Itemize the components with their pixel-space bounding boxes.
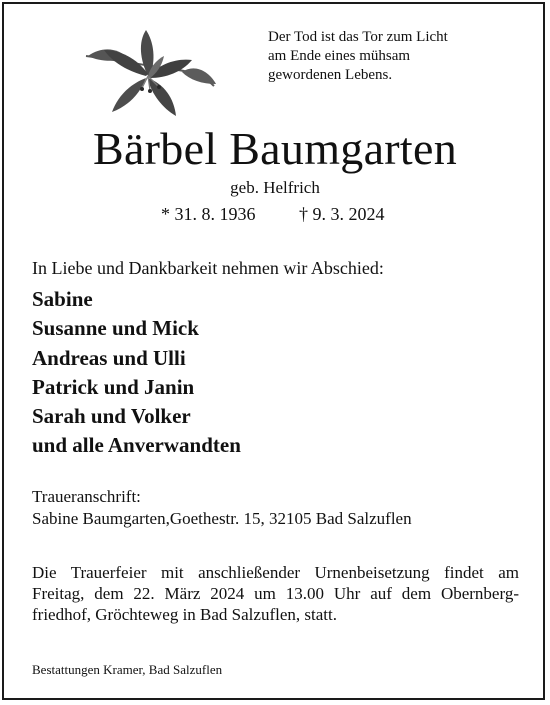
ceremony-line: Die Trauerfeier mit anschließender Urnenbeisetzung findet am xyxy=(32,563,519,582)
mourner-name: Sabine xyxy=(32,287,93,311)
farewell-intro: In Liebe und Dankbarkeit nehmen wir Abschied: xyxy=(32,258,384,278)
maiden-name: geb. Helfrich xyxy=(230,178,320,197)
ceremony-notice xyxy=(32,562,519,625)
deceased-name: Bärbel Baumgarten xyxy=(92,123,458,174)
mourner-name: Sarah und Volker xyxy=(32,404,191,429)
mourner-name: und alle Anverwandten xyxy=(32,433,241,458)
undertaker-credit: Bestattungen Kramer, Bad Salzuflen xyxy=(32,662,223,677)
address-label: Traueranschrift: xyxy=(32,487,141,506)
quote-line: am Ende eines mühsam xyxy=(268,48,411,64)
death-date: † 9. 3. 2024 xyxy=(299,204,385,224)
memorial-quote xyxy=(268,28,448,85)
quote-line: Der Tod ist das Tor zum Licht xyxy=(268,29,448,45)
ceremony-line: friedhof, Gröchteweg in Bad Salzuflen, statt. xyxy=(32,605,337,624)
address-line: Sabine Baumgarten,Goethestr. 15, 32105 Bad Salzuflen xyxy=(32,509,412,528)
birth-date: * 31. 8. 1936 xyxy=(161,204,256,224)
quote-line: gewordenen Lebens. xyxy=(268,67,393,83)
ceremony-line: Freitag, dem 22. März 2024 um 13.00 Uhr auf dem Obernberg- xyxy=(32,584,519,603)
mourner-name: Susanne und Mick xyxy=(32,316,199,341)
lily-flower-icon xyxy=(78,26,218,122)
mourner-name: Patrick und Janin xyxy=(32,374,195,399)
mourners-list xyxy=(32,285,241,461)
mourner-name: Andreas und Ulli xyxy=(32,345,186,370)
